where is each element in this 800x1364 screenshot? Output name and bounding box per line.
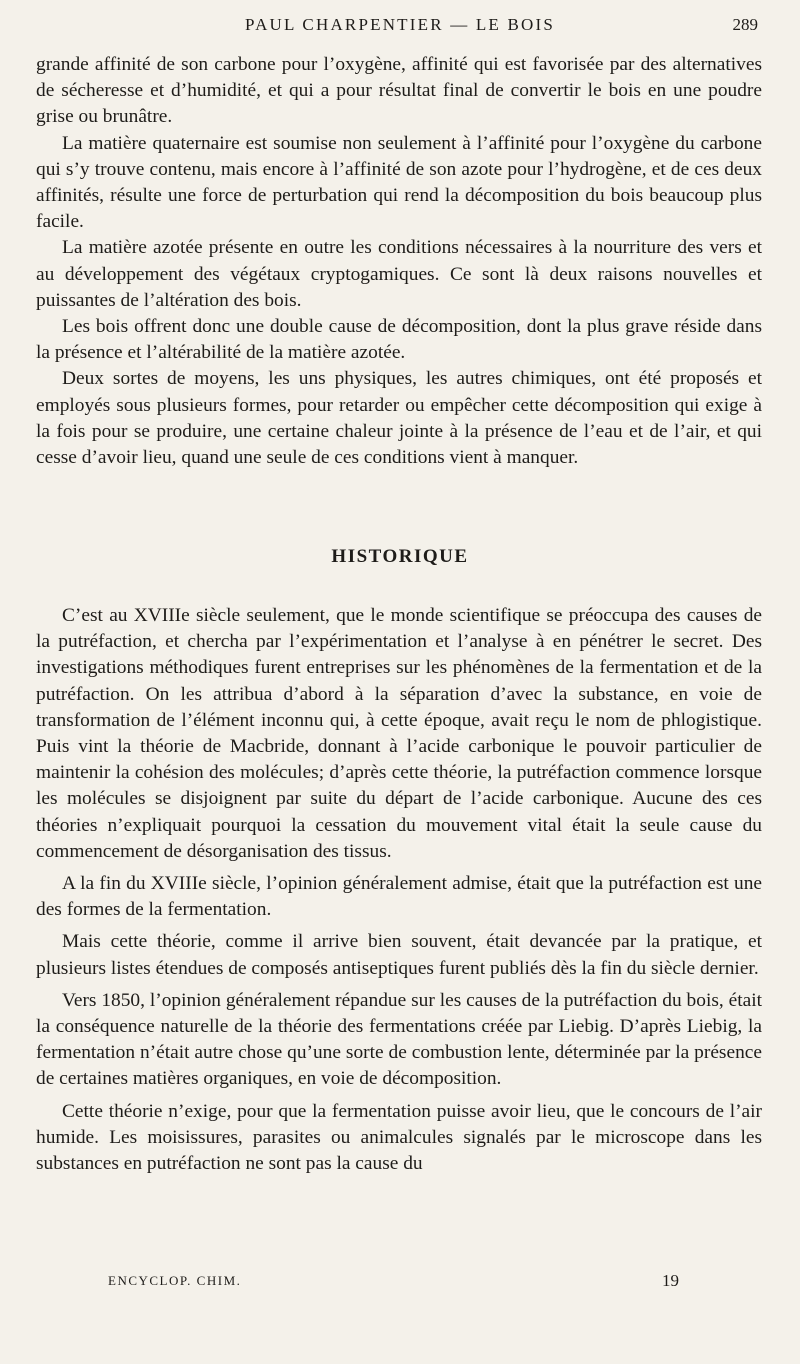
paragraph: Les bois offrent donc une double cause de décomposition, dont la plus grave réside dans la présence et l’altérabilité de la matière azotée. [36, 316, 762, 364]
footer-signature: ENCYCLOP. CHIM. [108, 1273, 242, 1288]
intro-text-block [36, 52, 762, 471]
running-title: PAUL CHARPENTIER — LE BOIS [244, 15, 556, 34]
paragraph: C’est au XVIIIe siècle seulement, que le monde scientifique se préoccupa des causes de la putréfaction, et chercha par l’expérimentation et l’analyse à en pénétrer le secret. Des investigations méthodiques furent entreprises sur les phénomènes de la fermentation et de la putréfaction. On les attribua d’abord à la séparation d’avec la substance, en voie de transformation de l’élément inconnu qui, à cette époque, avait reçu le nom de phlogistique. Puis vint la théorie de Macbride, donnant à l’acide carbonique le pouvoir particulier de maintenir la cohésion des molécules; d’après cette théorie, la putréfaction commence lorsque les molécules se disjoignent par suite du départ de l’acide carbonique. Aucune des ces théories n’expliquait pourquoi la cessation du mouvement vital était la seule cause du commencement de désorganisation des tissus. [36, 605, 762, 862]
paragraph: Vers 1850, l’opinion généralement répandue sur les causes de la putréfaction du bois, était la conséquence naturelle de la théorie des fermentations créée par Liebig. D’après Liebig, la fermentation n’était autre chose qu’une sorte de combustion lente, déterminée par la présence de certaines matières organiques, en voie de décomposition. [36, 989, 762, 1090]
history-text-block [36, 603, 762, 1183]
paragraph: Mais cette théorie, comme il arrive bien souvent, était devancée par la pratique, et plusieurs listes étendues de composés antiseptiques furent publiés dès la fin du siècle dernier. [36, 931, 762, 979]
paragraph: La matière quaternaire est soumise non seulement à l’affinité pour l’oxygène du carbone qui s’y trouve contenu, mais encore à l’affinité de son azote pour l’hydrogène, et de ces deux affinités, résulte une force de perturbation qui rend la décomposition du bois beaucoup plus facile. [36, 132, 762, 233]
footer-sheet-number: 19 [662, 1271, 679, 1290]
page-number: 289 [732, 15, 758, 34]
page-footer [0, 1271, 800, 1295]
page-header [0, 12, 800, 42]
paragraph: Deux sortes de moyens, les uns physiques, les autres chimiques, ont été proposés et employés sous plusieurs formes, pour retarder ou empêcher cette décomposition qui exige à la fois pour se produire, une certaine chaleur jointe à la présence de l’eau et de l’air, et qui cesse d’avoir lieu, quand une seule de ces conditions vient à manquer. [36, 368, 762, 469]
paragraph: Cette théorie n’exige, pour que la fermentation puisse avoir lieu, que le concours de l’air humide. Les moisissures, parasites ou animalcules signalés par le microscope dans les substances en putréfaction ne sont pas la cause du [36, 1100, 762, 1175]
paragraph: La matière azotée présente en outre les conditions nécessaires à la nourriture des vers et au développement des végétaux cryptogamiques. Ce sont là deux raisons nouvelles et puissantes de l’altération des bois. [36, 237, 762, 311]
section-heading: HISTORIQUE [331, 546, 469, 567]
paragraph: A la fin du XVIIIe siècle, l’opinion généralement admise, était que la putréfaction est une des formes de la fermentation. [36, 873, 762, 921]
paragraph: grande affinité de son carbone pour l’oxygène, affinité qui est favorisée par des alternatives de sécheresse et d’humidité, et qui a pour résultat final de convertir le bois en une poudre grise ou brunâtre. [36, 54, 762, 128]
